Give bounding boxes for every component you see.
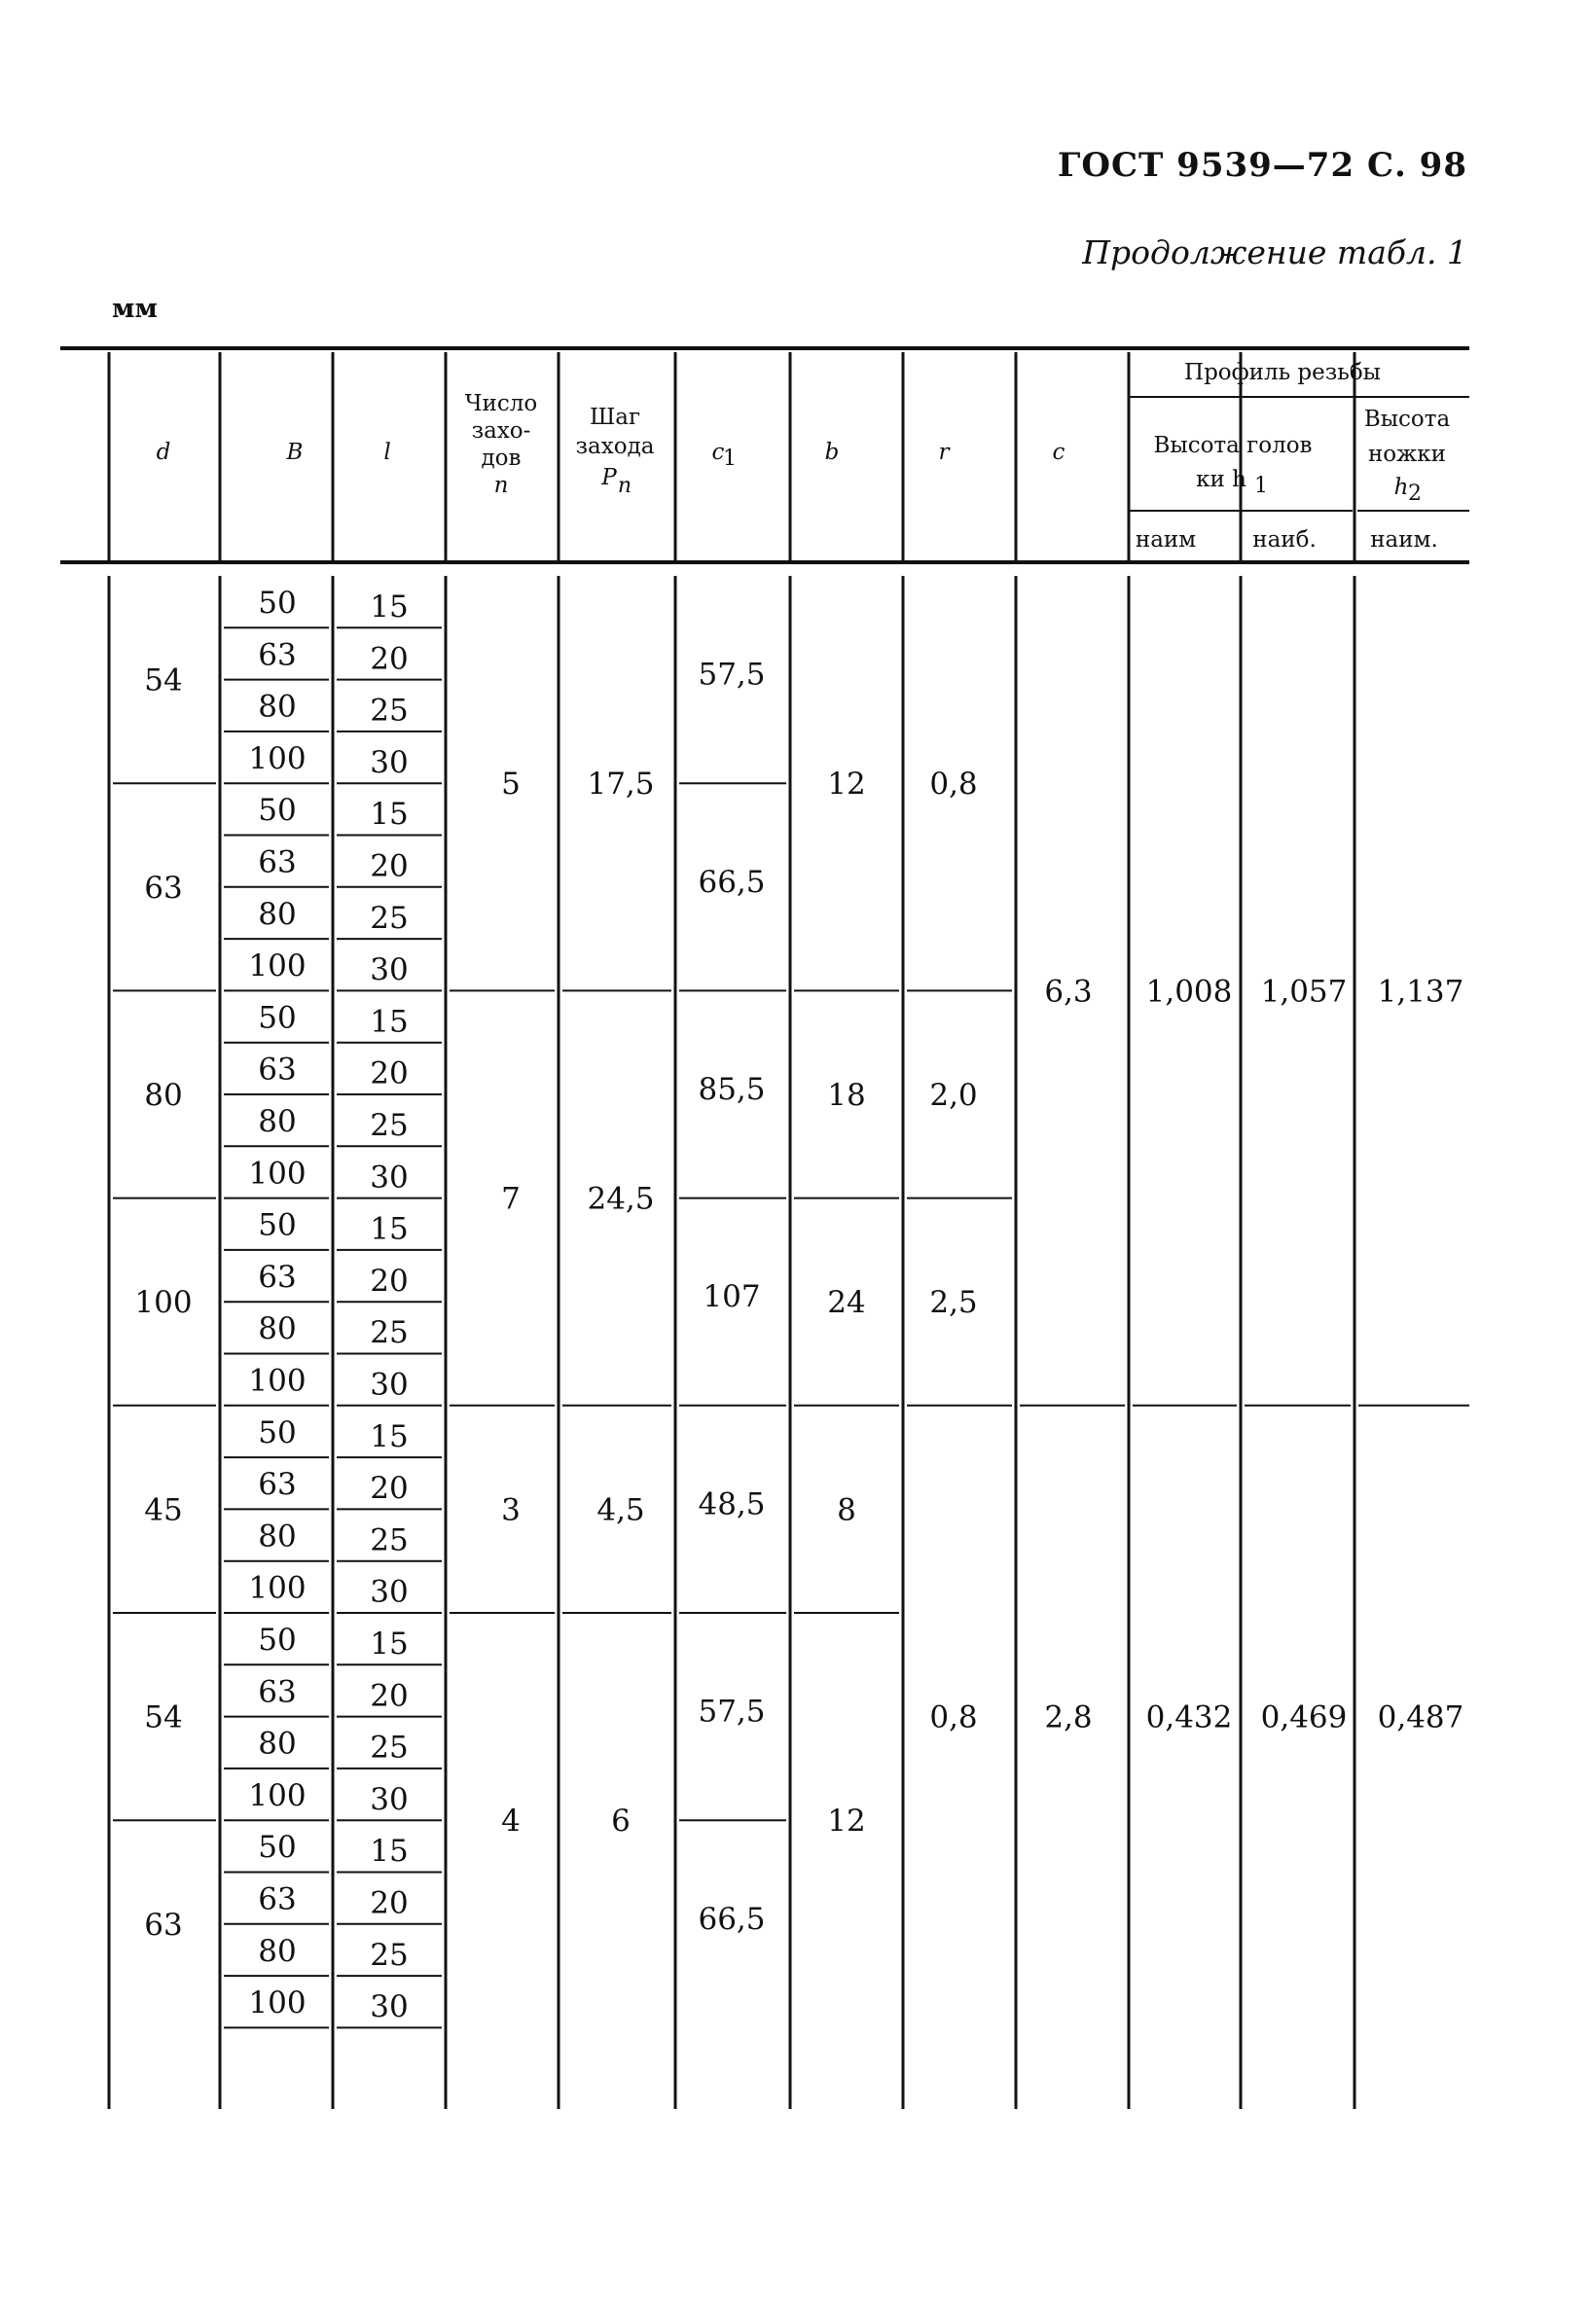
col-h1-max-header: наиб. [1252, 527, 1317, 553]
cell-B: 100 [248, 1363, 307, 1399]
cell-B: 63 [258, 1881, 297, 1917]
cell-c1: 57,5 [698, 657, 766, 693]
col-h2-header-1: Высота [1363, 407, 1451, 432]
cell-pn: 17,5 [587, 767, 655, 803]
cell-l: 20 [370, 1471, 409, 1507]
col-pn-header-2: захода [575, 434, 655, 459]
col-c-header: c [1052, 440, 1065, 465]
profile-header: Профиль резьбы [1184, 360, 1381, 385]
cell-l: 25 [370, 1937, 409, 1973]
cell-b: 18 [827, 1078, 866, 1113]
table-header [157, 360, 1451, 553]
cell-l: 30 [370, 1160, 409, 1196]
cell-B: 63 [258, 1052, 297, 1088]
cell-d: 54 [144, 662, 183, 698]
document-code: ГОСТ 9539—72 С. 98 [1057, 146, 1467, 185]
cell-l: 25 [370, 900, 409, 936]
cell-pn: 6 [611, 1804, 631, 1840]
col-r-header: r [938, 440, 950, 465]
cell-B: 50 [258, 1830, 297, 1866]
cell-l: 20 [370, 1678, 409, 1714]
col-h1-min-header: наим [1135, 527, 1197, 553]
cell-l: 20 [370, 641, 409, 677]
cell-B: 100 [248, 1156, 307, 1192]
cell-l: 15 [370, 797, 409, 833]
col-h2-min-header: наим. [1370, 527, 1438, 553]
cell-l: 15 [370, 590, 409, 625]
cell-l: 30 [370, 744, 409, 780]
cell-l: 20 [370, 848, 409, 884]
cell-l: 30 [370, 1574, 409, 1610]
col-h2-header-3: h [1393, 475, 1409, 500]
cell-l: 25 [370, 1730, 409, 1766]
cell-B: 100 [248, 948, 307, 984]
cell-b: 8 [837, 1492, 856, 1528]
cell-l: 30 [370, 1781, 409, 1817]
cell-B: 50 [258, 1000, 297, 1036]
cell-pn: 4,5 [596, 1492, 645, 1528]
col-l-header: l [383, 440, 391, 465]
col-n-header-3: дов [481, 446, 522, 471]
cell-B: 100 [248, 1985, 307, 2021]
cell-l: 15 [370, 1627, 409, 1662]
col-n-header-1: Число [464, 391, 538, 416]
cell-B: 63 [258, 1467, 297, 1503]
cell-c1: 85,5 [698, 1072, 766, 1107]
cell-B: 63 [258, 637, 297, 673]
col-c1-header-sub: 1 [723, 447, 737, 471]
cell-c1: 48,5 [698, 1486, 766, 1522]
cell-h2-min: 0,487 [1377, 1699, 1464, 1735]
cell-c1: 66,5 [698, 864, 766, 900]
cell-c1: 57,5 [698, 1694, 766, 1730]
cell-h1-max: 1,057 [1260, 974, 1348, 1010]
cell-B: 80 [258, 1104, 297, 1139]
col-h1-header-3: 1 [1254, 474, 1268, 498]
cell-h2-min: 1,137 [1377, 974, 1464, 1010]
cell-B: 100 [248, 1570, 307, 1606]
cell-l: 20 [370, 1885, 409, 1921]
cell-h1-min: 1,008 [1145, 974, 1233, 1010]
cell-l: 25 [370, 693, 409, 729]
col-n-header-4: n [493, 473, 509, 498]
cell-B: 80 [258, 1311, 297, 1347]
cell-r: 2,0 [929, 1078, 978, 1113]
cell-c: 2,8 [1044, 1699, 1093, 1735]
cell-h1-min: 0,432 [1145, 1699, 1233, 1735]
col-h2-header-4: 2 [1408, 482, 1422, 506]
unit-label: мм [112, 294, 158, 324]
cell-d: 100 [134, 1285, 193, 1321]
cell-B: 100 [248, 1777, 307, 1813]
cell-B: 80 [258, 1519, 297, 1555]
col-h1-header-1: Высота голов [1153, 433, 1313, 458]
cell-l: 15 [370, 1418, 409, 1454]
col-pn-header-3: P [601, 465, 617, 490]
cell-l: 20 [370, 1263, 409, 1299]
cell-l: 30 [370, 1367, 409, 1403]
cell-l: 20 [370, 1055, 409, 1091]
cell-B: 50 [258, 586, 297, 621]
cell-B: 80 [258, 689, 297, 725]
cell-B: 50 [258, 1623, 297, 1658]
col-d-header: d [156, 440, 171, 465]
cell-l: 30 [370, 952, 409, 988]
cell-B: 80 [258, 1726, 297, 1762]
cell-pn: 24,5 [587, 1181, 655, 1217]
cell-n: 4 [501, 1804, 521, 1840]
cell-B: 50 [258, 793, 297, 829]
cell-c1: 66,5 [698, 1901, 766, 1937]
col-h2-header-2: ножки [1367, 442, 1447, 467]
cell-B: 63 [258, 844, 297, 880]
cell-n: 7 [501, 1181, 521, 1217]
col-B-header: B [286, 440, 304, 465]
cell-d: 80 [144, 1078, 183, 1113]
table-continuation-label: Продолжение табл. 1 [1082, 233, 1467, 271]
cell-B: 80 [258, 896, 297, 932]
cell-B: 63 [258, 1259, 297, 1295]
col-h1-header-2: ки h [1196, 467, 1246, 492]
cell-b: 24 [827, 1285, 866, 1321]
cell-l: 30 [370, 1989, 409, 2025]
cell-n: 5 [501, 767, 521, 803]
cell-B: 100 [248, 740, 307, 776]
col-b-header: b [824, 440, 840, 465]
cell-l: 25 [370, 1315, 409, 1351]
cell-l: 15 [370, 1211, 409, 1247]
cell-l: 15 [370, 1004, 409, 1040]
col-n-header-2: захо- [471, 418, 531, 444]
cell-r: 2,5 [929, 1285, 978, 1321]
cell-d: 45 [144, 1492, 183, 1528]
cell-l: 15 [370, 1834, 409, 1870]
cell-d: 63 [144, 1907, 183, 1943]
cell-b: 12 [827, 767, 866, 803]
col-c1-header: c [711, 440, 725, 465]
cell-d: 63 [144, 870, 183, 906]
cell-l: 25 [370, 1108, 409, 1143]
cell-B: 63 [258, 1674, 297, 1710]
cell-B: 50 [258, 1207, 297, 1243]
cell-b: 12 [827, 1804, 866, 1840]
cell-h1-max: 0,469 [1260, 1699, 1348, 1735]
col-pn-header-1: Шаг [589, 405, 641, 430]
cell-r: 0,8 [929, 1699, 978, 1735]
cell-B: 50 [258, 1414, 297, 1450]
cell-c1: 107 [703, 1279, 761, 1315]
cell-r: 0,8 [929, 767, 978, 803]
cell-l: 25 [370, 1522, 409, 1558]
cell-B: 80 [258, 1933, 297, 1969]
cell-d: 54 [144, 1699, 183, 1735]
cell-n: 3 [501, 1492, 521, 1528]
cell-c: 6,3 [1044, 974, 1093, 1010]
col-pn-header-4: n [617, 474, 632, 498]
